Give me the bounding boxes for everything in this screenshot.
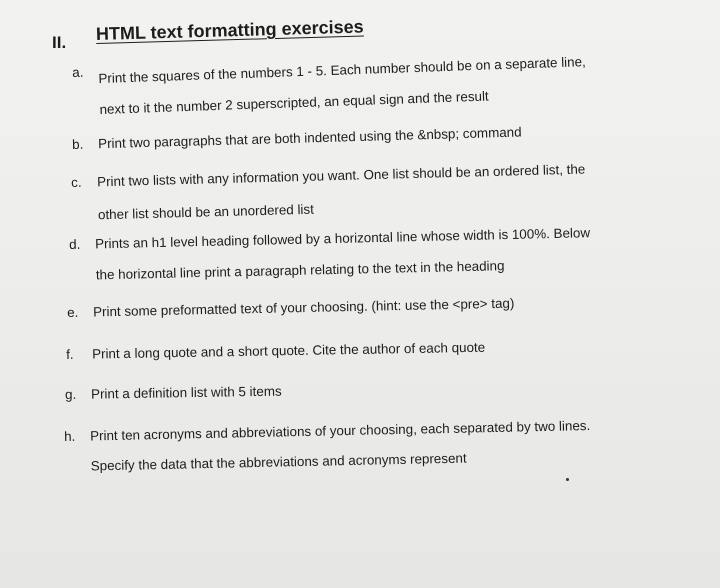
item-letter: b. xyxy=(71,136,84,152)
ink-dot xyxy=(566,478,569,481)
item-line: Specify the data that the abbreviations and acronyms represent xyxy=(90,450,467,474)
item-letter: f. xyxy=(65,346,74,362)
item-letter: e. xyxy=(66,304,79,320)
item-line: Print a long quote and a short quote. Cite the author of each quote xyxy=(91,339,486,362)
item-letter: g. xyxy=(64,386,77,402)
item-line: Print some preformatted text of your choosing. (hint: use the <pre> tag) xyxy=(92,295,515,320)
section-title: HTML text formatting exercises xyxy=(95,16,364,44)
item-line: Print ten acronyms and abbreviations of your choosing, each separated by two lines. xyxy=(89,417,591,444)
item-letter: c. xyxy=(70,174,82,190)
item-line: next to it the number 2 superscripted, an equal sign and the result xyxy=(99,88,489,118)
item-line: Prints an h1 level heading followed by a horizontal line whose width is 100%. Below xyxy=(94,225,591,252)
section-number: II. xyxy=(52,33,67,52)
item-line: Print the squares of the numbers 1 - 5. Each number should be on a separate line, xyxy=(98,54,586,87)
item-line: the horizontal line print a paragraph relating to the text in the heading xyxy=(95,258,505,283)
item-letter: a. xyxy=(71,64,84,80)
item-letter: d. xyxy=(68,236,81,252)
item-line: Print two lists with any information you want. One list should be an ordered list, the xyxy=(96,161,586,190)
item-letter: h. xyxy=(63,428,76,444)
item-line: other list should be an unordered list xyxy=(97,201,315,223)
item-line: Print a definition list with 5 items xyxy=(90,383,282,402)
item-line: Print two paragraphs that are both indented using the &nbsp; command xyxy=(97,124,522,152)
